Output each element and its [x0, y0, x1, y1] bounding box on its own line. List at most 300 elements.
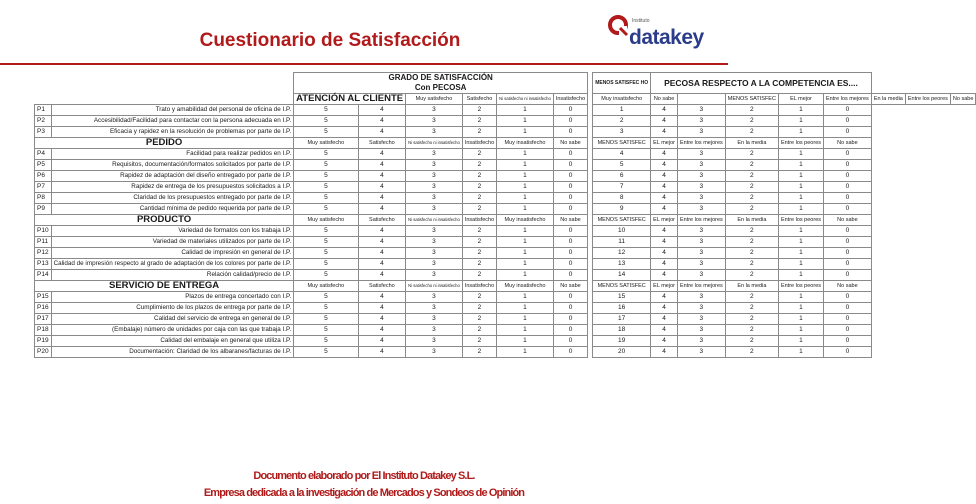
competition-score-cell: 3 [677, 270, 725, 281]
satisfaction-score-cell: 5 [294, 105, 358, 116]
competition-score-cell: 2 [725, 193, 778, 204]
satisfaction-score-cell: 3 [406, 105, 463, 116]
column-header: Entre los mejores [677, 281, 725, 292]
column-header: Satisfecho [358, 281, 405, 292]
question-text: Rapidez de entrega de los presupuestos solicitados a I.P. [51, 182, 294, 193]
table-row [35, 259, 976, 270]
competition-score-cell: 3 [677, 182, 725, 193]
competition-score-cell: 2 [725, 105, 778, 116]
question-id: P3 [35, 127, 52, 138]
satisfaction-score-cell: 1 [497, 270, 554, 281]
column-header: Entre los mejores [677, 138, 725, 149]
satisfaction-score-cell: 0 [553, 248, 587, 259]
table-row [35, 182, 976, 193]
table-row [35, 193, 976, 204]
competition-score-cell: 4 [651, 347, 678, 358]
footer-line-1: Documento elaborado por El Instituto Datakey S.L. [253, 470, 475, 482]
satisfaction-score-cell: 1 [497, 248, 554, 259]
question-text: Claridad de los presupuestos entregado por parte de I.P. [51, 193, 294, 204]
table-row [35, 336, 976, 347]
satisfaction-score-cell: 4 [358, 325, 405, 336]
column-header: Ni satisfecho ni insatisfecho [497, 94, 554, 105]
section-header-row [35, 281, 976, 292]
competition-score-cell: 0 [824, 182, 872, 193]
satisfaction-score-cell: 0 [553, 325, 587, 336]
competition-score-cell: 0 [824, 105, 872, 116]
question-id: P12 [35, 248, 52, 259]
satisfaction-score-cell: 2 [462, 292, 496, 303]
satisfaction-score-cell: 3 [406, 193, 463, 204]
column-header: Muy satisfecho [406, 94, 463, 105]
satisfaction-score-cell: 0 [553, 336, 587, 347]
menos-satisfecho-cell: 16 [593, 303, 651, 314]
satisfaction-score-cell: 2 [462, 259, 496, 270]
menos-satisfecho-cell: 14 [593, 270, 651, 281]
section-title: PRODUCTO [35, 215, 294, 226]
logo-subtext: Instituto [632, 18, 650, 24]
column-header: MENOS SATISFEC [725, 94, 778, 105]
column-header: Muy satisfecho [294, 281, 358, 292]
competition-score-cell: 4 [651, 303, 678, 314]
competition-score-cell: 2 [725, 259, 778, 270]
section-title: SERVICIO DE ENTREGA [35, 281, 294, 292]
satisfaction-score-cell: 2 [462, 193, 496, 204]
column-header: Satisfecho [358, 215, 405, 226]
competition-score-cell: 3 [677, 226, 725, 237]
satisfaction-score-cell: 0 [553, 292, 587, 303]
satisfaction-score-cell: 4 [358, 171, 405, 182]
competition-score-cell: 4 [651, 237, 678, 248]
competition-score-cell: 3 [677, 204, 725, 215]
question-text: Calidad de impresión en general de I.P. [51, 248, 294, 259]
satisfaction-score-cell: 0 [553, 270, 587, 281]
question-text: Relación calidad/precio de I.P. [51, 270, 294, 281]
menos-satisfecho-cell: 19 [593, 336, 651, 347]
satisfaction-score-cell: 4 [358, 259, 405, 270]
competition-score-cell: 2 [725, 248, 778, 259]
satisfaction-score-cell: 2 [462, 105, 496, 116]
grado-title: GRADO DE SATISFACCIÓN [388, 73, 493, 82]
question-text: Requisitos, documentación/formatos solicitados por parte de I.P. [51, 160, 294, 171]
satisfaction-score-cell: 4 [358, 226, 405, 237]
question-text: Calidad del servicio de entrega en general de I.P. [51, 314, 294, 325]
satisfaction-score-cell: 4 [358, 105, 405, 116]
satisfaction-score-cell: 5 [294, 127, 358, 138]
competition-score-cell: 4 [651, 182, 678, 193]
table-row [35, 226, 976, 237]
competition-score-cell: 1 [778, 226, 823, 237]
competition-score-cell: 4 [651, 204, 678, 215]
grado-subtitle: Con PECOSA [414, 83, 467, 92]
competition-score-cell: 2 [725, 347, 778, 358]
column-header: Entre los peores [778, 281, 823, 292]
competition-score-cell: 2 [725, 204, 778, 215]
question-id: P1 [35, 105, 52, 116]
datakey-logo-icon [607, 14, 629, 36]
question-id: P5 [35, 160, 52, 171]
satisfaction-score-cell: 2 [462, 314, 496, 325]
question-text: Variedad de materiales utilizados por parte de I.P. [51, 237, 294, 248]
satisfaction-score-cell: 5 [294, 171, 358, 182]
question-id: P17 [35, 314, 52, 325]
satisfaction-score-cell: 0 [553, 149, 587, 160]
table-row [35, 105, 976, 116]
satisfaction-score-cell: 0 [553, 193, 587, 204]
question-text: Eficacia y rapidez en la resolución de problemas por parte de I.P. [51, 127, 294, 138]
question-text: Facilidad para realizar pedidos en I.P. [51, 149, 294, 160]
competition-score-cell: 0 [824, 314, 872, 325]
column-header: Insatisfecho [462, 215, 496, 226]
satisfaction-score-cell: 3 [406, 347, 463, 358]
column-header: Ni satisfecho ni insatisfecho [406, 281, 463, 292]
question-text: Accesibilidad/Facilidad para contactar con la persona adecuada en I.P. [51, 116, 294, 127]
satisfaction-score-cell: 4 [358, 347, 405, 358]
satisfaction-score-cell: 5 [294, 116, 358, 127]
competition-score-cell: 0 [824, 127, 872, 138]
column-header: EL mejor [651, 281, 678, 292]
menos-satisfecho-cell: 13 [593, 259, 651, 270]
table-row [35, 314, 976, 325]
satisfaction-score-cell: 1 [497, 204, 554, 215]
column-header: No sabe [553, 215, 587, 226]
question-id: P7 [35, 182, 52, 193]
question-text: Documentación: Claridad de los albaranes/facturas de I.P. [51, 347, 294, 358]
satisfaction-score-cell: 5 [294, 303, 358, 314]
table-row [35, 171, 976, 182]
menos-satisfecho-cell: 10 [593, 226, 651, 237]
satisfaction-score-cell: 2 [462, 237, 496, 248]
competition-score-cell: 1 [778, 105, 823, 116]
question-id: P9 [35, 204, 52, 215]
satisfaction-score-cell: 4 [358, 204, 405, 215]
competition-score-cell: 4 [651, 292, 678, 303]
satisfaction-score-cell: 1 [497, 160, 554, 171]
question-text: Cantidad mínima de pedido requerida por parte de I.P. [51, 204, 294, 215]
satisfaction-score-cell: 5 [294, 270, 358, 281]
satisfaction-score-cell: 5 [294, 160, 358, 171]
satisfaction-score-cell: 4 [358, 182, 405, 193]
menos-satisfecho-cell: 12 [593, 248, 651, 259]
competition-score-cell: 1 [778, 160, 823, 171]
satisfaction-score-cell: 5 [294, 314, 358, 325]
competition-score-cell: 4 [651, 248, 678, 259]
column-header: Entre los mejores [677, 215, 725, 226]
section-title: ATENCIÓN AL CLIENTE [294, 94, 406, 105]
column-header: No sabe [553, 281, 587, 292]
menos-satisfecho-cell: 20 [593, 347, 651, 358]
competition-score-cell: 1 [778, 127, 823, 138]
competition-score-cell: 3 [677, 193, 725, 204]
competition-score-cell: 3 [677, 336, 725, 347]
competition-score-cell: 4 [651, 149, 678, 160]
competition-score-cell: 1 [778, 116, 823, 127]
column-header: En la media [871, 94, 905, 105]
menos-satisfecho-cell: 17 [593, 314, 651, 325]
question-id: P10 [35, 226, 52, 237]
satisfaction-score-cell: 1 [497, 149, 554, 160]
satisfaction-score-cell: 5 [294, 149, 358, 160]
competition-score-cell: 3 [677, 248, 725, 259]
question-id: P20 [35, 347, 52, 358]
competition-score-cell: 3 [677, 160, 725, 171]
column-header: Entre los peores [905, 94, 950, 105]
competition-score-cell: 2 [725, 116, 778, 127]
satisfaction-score-cell: 4 [358, 248, 405, 259]
satisfaction-score-cell: 0 [553, 259, 587, 270]
competition-score-cell: 4 [651, 127, 678, 138]
competition-score-cell: 1 [778, 292, 823, 303]
competition-score-cell: 0 [824, 248, 872, 259]
question-text: Trato y amabilidad del personal de oficina de I.P. [51, 105, 294, 116]
competition-score-cell: 4 [651, 259, 678, 270]
competition-score-cell: 0 [824, 259, 872, 270]
satisfaction-score-cell: 3 [406, 248, 463, 259]
menos-satisfecho-cell: 4 [593, 149, 651, 160]
table-row [35, 160, 976, 171]
column-header: MENOS SATISFEC [593, 281, 651, 292]
satisfaction-score-cell: 2 [462, 248, 496, 259]
satisfaction-table-body [35, 73, 976, 358]
competition-score-cell: 2 [725, 127, 778, 138]
satisfaction-score-cell: 1 [497, 171, 554, 182]
satisfaction-score-cell: 5 [294, 204, 358, 215]
table-row [35, 347, 976, 358]
competition-score-cell: 2 [725, 149, 778, 160]
page-title: Cuestionario de Satisfacción [199, 30, 461, 51]
satisfaction-score-cell: 3 [406, 314, 463, 325]
satisfaction-score-cell: 0 [553, 204, 587, 215]
satisfaction-score-cell: 5 [294, 259, 358, 270]
competition-score-cell: 3 [677, 237, 725, 248]
header-divider [0, 63, 728, 65]
menos-satisfecho-header: MENOS SATISFEC HO [593, 73, 651, 94]
competition-score-cell: 3 [677, 149, 725, 160]
satisfaction-score-cell: 1 [497, 303, 554, 314]
satisfaction-score-cell: 5 [294, 248, 358, 259]
satisfaction-score-cell: 3 [406, 182, 463, 193]
competition-score-cell: 3 [677, 127, 725, 138]
column-header: Ni satisfecho ni insatisfecho [406, 138, 463, 149]
menos-satisfecho-cell: 9 [593, 204, 651, 215]
question-id: P18 [35, 325, 52, 336]
table-row [35, 270, 976, 281]
menos-satisfecho-cell: 15 [593, 292, 651, 303]
table-row [35, 204, 976, 215]
satisfaction-score-cell: 4 [358, 270, 405, 281]
satisfaction-score-cell: 2 [462, 325, 496, 336]
satisfaction-score-cell: 1 [497, 314, 554, 325]
satisfaction-score-cell: 2 [462, 204, 496, 215]
satisfaction-score-cell: 3 [406, 270, 463, 281]
question-id: P13 [35, 259, 52, 270]
satisfaction-score-cell: 2 [462, 226, 496, 237]
gap-cell [677, 94, 725, 105]
competition-score-cell: 1 [778, 270, 823, 281]
column-header: No sabe [950, 94, 976, 105]
question-id: P14 [35, 270, 52, 281]
satisfaction-score-cell: 3 [406, 171, 463, 182]
column-header: MENOS SATISFEC [593, 138, 651, 149]
satisfaction-score-cell: 2 [462, 116, 496, 127]
satisfaction-score-cell: 3 [406, 116, 463, 127]
satisfaction-score-cell: 3 [406, 226, 463, 237]
satisfaction-score-cell: 1 [497, 336, 554, 347]
satisfaction-score-cell: 4 [358, 303, 405, 314]
competition-score-cell: 0 [824, 171, 872, 182]
satisfaction-score-cell: 0 [553, 226, 587, 237]
question-text: Variedad de formatos con los trabaja I.P. [51, 226, 294, 237]
satisfaction-score-cell: 2 [462, 182, 496, 193]
competition-score-cell: 0 [824, 325, 872, 336]
question-id: P4 [35, 149, 52, 160]
satisfaction-score-cell: 3 [406, 303, 463, 314]
column-header: Entre los peores [778, 138, 823, 149]
competition-score-cell: 1 [778, 259, 823, 270]
satisfaction-score-cell: 2 [462, 347, 496, 358]
satisfaction-score-cell: 1 [497, 193, 554, 204]
column-header: MENOS SATISFEC [593, 215, 651, 226]
column-header: No sabe [824, 138, 872, 149]
table-row [35, 292, 976, 303]
satisfaction-score-cell: 1 [497, 226, 554, 237]
menos-satisfecho-cell: 2 [593, 116, 651, 127]
satisfaction-score-cell: 1 [497, 347, 554, 358]
competition-score-cell: 0 [824, 226, 872, 237]
satisfaction-score-cell: 0 [553, 171, 587, 182]
competition-score-cell: 1 [778, 204, 823, 215]
question-id: P2 [35, 116, 52, 127]
satisfaction-score-cell: 1 [497, 259, 554, 270]
competition-score-cell: 2 [725, 270, 778, 281]
satisfaction-score-cell: 3 [406, 204, 463, 215]
competition-score-cell: 2 [725, 303, 778, 314]
competition-score-cell: 1 [778, 182, 823, 193]
question-id: P15 [35, 292, 52, 303]
competition-score-cell: 1 [778, 248, 823, 259]
satisfaction-score-cell: 2 [462, 127, 496, 138]
question-id: P16 [35, 303, 52, 314]
column-header: EL mejor [778, 94, 823, 105]
competition-score-cell: 2 [725, 226, 778, 237]
competition-score-cell: 0 [824, 193, 872, 204]
table-row [35, 127, 976, 138]
satisfaction-score-cell: 2 [462, 171, 496, 182]
column-header: Satisfecho [462, 94, 496, 105]
satisfaction-score-cell: 0 [553, 237, 587, 248]
competition-score-cell: 4 [651, 336, 678, 347]
competition-score-cell: 0 [824, 336, 872, 347]
column-header: Muy insatisfecho [593, 94, 651, 105]
competition-score-cell: 2 [725, 325, 778, 336]
satisfaction-score-cell: 3 [406, 336, 463, 347]
column-header: No sabe [651, 94, 678, 105]
competition-score-cell: 4 [651, 325, 678, 336]
competition-score-cell: 1 [778, 336, 823, 347]
column-header: En la media [725, 215, 778, 226]
menos-satisfecho-cell: 18 [593, 325, 651, 336]
satisfaction-score-cell: 0 [553, 116, 587, 127]
competition-score-cell: 2 [725, 336, 778, 347]
pecosa-competencia-header: PECOSA RESPECTO A LA COMPETENCIA ES.... [651, 73, 872, 94]
table-row [35, 303, 976, 314]
competition-score-cell: 3 [677, 105, 725, 116]
column-header: Entre los peores [778, 215, 823, 226]
question-text: Calidad del embalaje en general que utiliza I.P. [51, 336, 294, 347]
competition-score-cell: 4 [651, 226, 678, 237]
competition-score-cell: 0 [824, 116, 872, 127]
satisfaction-score-cell: 1 [497, 325, 554, 336]
satisfaction-score-cell: 3 [406, 325, 463, 336]
competition-score-cell: 3 [677, 292, 725, 303]
competition-score-cell: 4 [651, 116, 678, 127]
column-header: Insatisfecho [462, 138, 496, 149]
question-id: P11 [35, 237, 52, 248]
question-id: P19 [35, 336, 52, 347]
column-header: Muy insatisfecho [497, 215, 554, 226]
competition-score-cell: 0 [824, 292, 872, 303]
competition-score-cell: 3 [677, 325, 725, 336]
table-row [35, 116, 976, 127]
competition-score-cell: 1 [778, 171, 823, 182]
question-id: P6 [35, 171, 52, 182]
satisfaction-score-cell: 2 [462, 149, 496, 160]
competition-score-cell: 0 [824, 347, 872, 358]
column-header: Entre los mejores [824, 94, 872, 105]
menos-satisfecho-cell: 1 [593, 105, 651, 116]
competition-score-cell: 1 [778, 347, 823, 358]
satisfaction-score-cell: 4 [358, 149, 405, 160]
competition-score-cell: 1 [778, 314, 823, 325]
competition-score-cell: 3 [677, 303, 725, 314]
section-header-row [35, 215, 976, 226]
question-id: P8 [35, 193, 52, 204]
column-header: No sabe [553, 138, 587, 149]
competition-score-cell: 2 [725, 182, 778, 193]
competition-score-cell: 0 [824, 149, 872, 160]
satisfaction-score-cell: 3 [406, 127, 463, 138]
menos-satisfecho-cell: 6 [593, 171, 651, 182]
satisfaction-score-cell: 4 [358, 314, 405, 325]
column-header: No sabe [824, 281, 872, 292]
satisfaction-score-cell: 4 [358, 127, 405, 138]
competition-score-cell: 0 [824, 204, 872, 215]
question-text: (Embalaje) número de unidades por caja con las que trabaja I.P. [51, 325, 294, 336]
column-header: No sabe [824, 215, 872, 226]
satisfaction-score-cell: 1 [497, 105, 554, 116]
satisfaction-score-cell: 5 [294, 325, 358, 336]
competition-score-cell: 4 [651, 314, 678, 325]
menos-satisfecho-cell: 3 [593, 127, 651, 138]
satisfaction-score-cell: 4 [358, 292, 405, 303]
satisfaction-table [34, 72, 976, 358]
corner-blank [35, 73, 294, 105]
question-text: Rapidez de adaptación del diseño entregado por parte de I.P. [51, 171, 294, 182]
competition-score-cell: 3 [677, 171, 725, 182]
footer-line-2: Empresa dedicada a la investigación de Mercados y Sondeos de Opinión [203, 487, 525, 499]
question-text: Cumplimiento de los plazos de entrega por parte de I.P. [51, 303, 294, 314]
satisfaction-score-cell: 4 [358, 336, 405, 347]
satisfaction-score-cell: 1 [497, 127, 554, 138]
satisfaction-score-cell: 3 [406, 259, 463, 270]
satisfaction-score-cell: 3 [406, 160, 463, 171]
satisfaction-score-cell: 5 [294, 226, 358, 237]
satisfaction-score-cell: 5 [294, 347, 358, 358]
table-row [35, 248, 976, 259]
competition-score-cell: 1 [778, 237, 823, 248]
satisfaction-score-cell: 4 [358, 116, 405, 127]
competition-score-cell: 3 [677, 259, 725, 270]
question-text: Calidad de impresión respecto al grado de adaptación de los colores por parte de I.P. [51, 259, 294, 270]
